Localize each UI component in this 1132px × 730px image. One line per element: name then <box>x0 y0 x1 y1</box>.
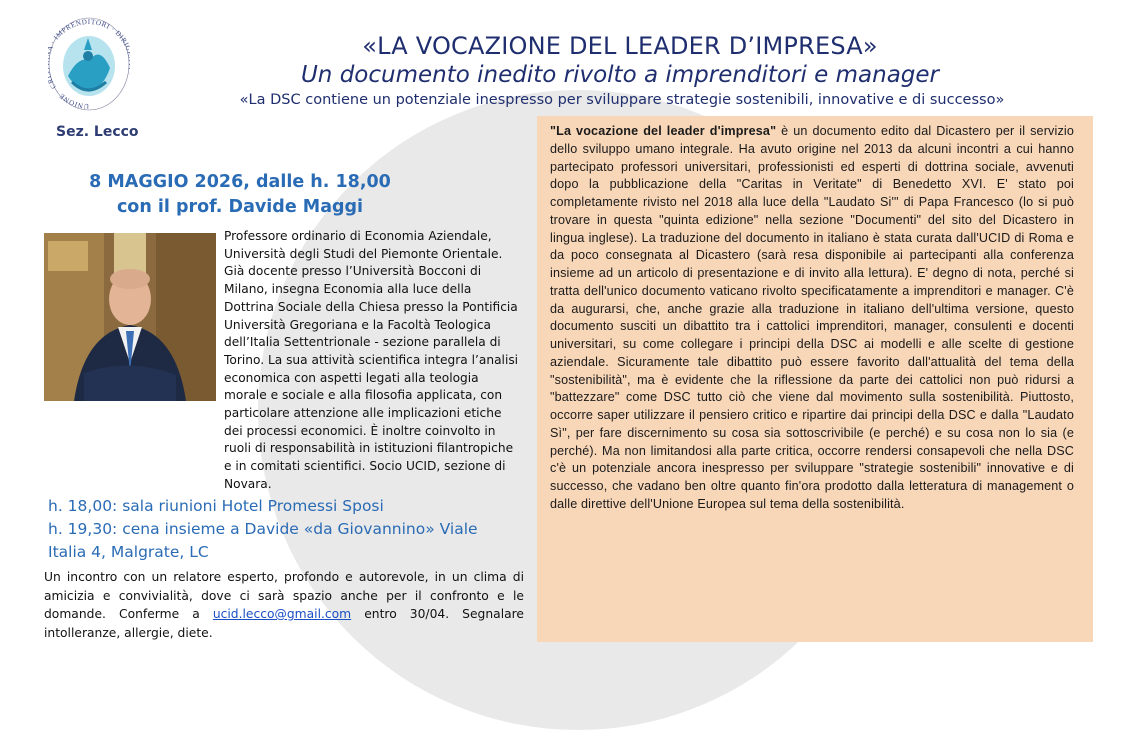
schedule-line-meeting: h. 18,00: sala riunioni Hotel Promessi Sposi <box>48 497 384 515</box>
page-title: «LA VOCAZIONE DEL LEADER D’IMPRESA» <box>362 32 878 60</box>
logo-ring-text: UNIONE · C · IMPRENDITORI · DIRI <box>48 17 130 111</box>
invite-text-before: Un incontro con un relatore esperto, profondo e autorevole, in un clima di amicizia e convivialità, dove ci sarà spazio anche per il confronto e le domande. Conferme a <box>44 570 524 621</box>
invitation-text <box>44 568 524 642</box>
document-title-bold: "La vocazione del leader d'impresa" <box>550 124 777 138</box>
ucid-logo <box>48 16 130 116</box>
speaker-bio: Professore ordinario di Economia Aziendale, Università degli Studi del Piemonte Orientale. Già docente presso l’Università Bocconi di Milano, insegna Economia alla luce della Dottrina Sociale della Chiesa presso la Pontificia Università Gregoriana e la Facoltà Teologica dell’Italia Settentrionale - sezione parallela di Torino. La sua attività scientifica integra l’analisi economica con aspetti legati alla teologia morale e sociale e alla filosofia applicata, con particolare attenzione alle implicazioni etiche dei processi economici. È inoltre coinvolto in ruoli di responsabilità in istituzioni filantropiche e in comitati scientifici. Socio UCID, sezione di Novara. <box>224 229 519 491</box>
page-tagline: «La DSC contiene un potenziale inespresso per sviluppare strategie sostenibili, innovative e di successo» <box>239 92 1005 108</box>
document-description-text <box>550 123 1074 514</box>
event-speaker: con il prof. Davide Maggi <box>116 197 364 217</box>
section-label: Sez. Lecco <box>56 124 139 140</box>
document-description-body: è un documento edito dal Dicastero per il servizio dello sviluppo umano integrale. Ha avuto origine nel 2013 da alcuni incontri a cui hanno partecipato professori universitari, professionisti ed esperti di dottrina sociale, avvenuti dopo la pubblicazione della "Caritas in Veritate" di Benedetto XVI. E' stato poi completamente rivisto nel 2018 alla luce della "Laudato Si'" di Papa Francesco (lo si può trovare in questa "quinta edizione" nella sezione "Documenti" del sito del Dicastero in lingua inglese). La traduzione del documento in italiano è stata curata dall'UCID di Roma e da poco consegnata al Dicastero (sarà resa disponibile ai partecipanti alla conferenza insieme ad un articolo di presentazione e di invito alla lettura). E' degno di nota, perché si tratta dell'unico documento vaticano rivolto specificatamente a imprenditori e manager. C'è da augurarsi, che, anche grazie alla traduzione in italiano dell'ultima versione, questo documento susciti un dibattito tra i cattolici imprenditori, manager, consulenti e docenti universitari, su come collegare i principi della DSC ai modelli e alle scelte di gestione aziendale. Sicuramente tale dibattito può essere favorito dall'attualità del tema della "sostenibilità", ma è evidente che la riflessione da parte dei cattolici non può ridursi a "battezzare" come DSC tutto ciò che viene dal movimento sulla sostenibilità. Piuttosto, occorre saper utilizzare il pensiero critico e ripartire dai principi della DSC e dalla "Laudato Sì", per fare discernimento su cosa sia sottoscrivibile (e perché) e su cosa non lo sia (e perché). Ma non limitandosi alla parte critica, occorre rendersi consapevoli che nella DSC c'è un potenziale ancora inespresso per sviluppare "strategie sostenibili" innovative e di successo, che vadano ben oltre quanto fin'ora prodotto dalla letteratura di management o dalle direttive dell'Unione Europea sul tema della sostenibilità. <box>550 124 1074 511</box>
event-heading <box>40 170 440 220</box>
page-subtitle: Un documento inedito rivolto a imprenditori e manager <box>300 62 940 88</box>
speaker-photo <box>44 233 216 401</box>
event-schedule <box>48 495 488 564</box>
schedule-line-dinner: h. 19,30: cena insieme a Davide «da Giovannino» Viale Italia 4, Malgrate, LC <box>48 520 478 561</box>
invite-text-after: entro 30/04. Segnalare intolleranze, allergie, diete. <box>44 607 524 640</box>
event-date: 8 MAGGIO 2026, dalle h. 18,00 <box>89 172 391 192</box>
email-link[interactable]: ucid.lecco@gmail.com <box>212 607 352 621</box>
